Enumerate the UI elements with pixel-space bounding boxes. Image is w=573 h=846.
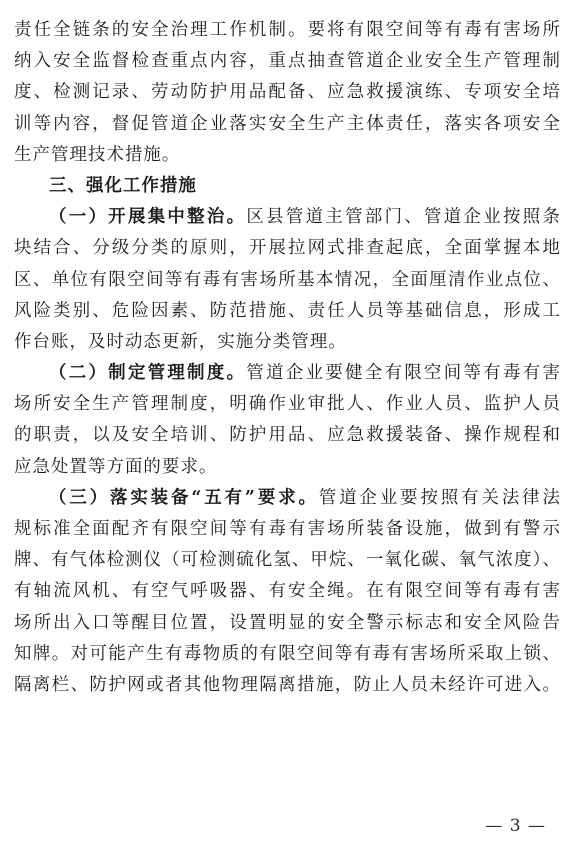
text-line: 隔离栏、防护网或者其他物理隔离措施，防止人员未经许可进入。 xyxy=(14,674,561,695)
item-3-title: （三）落实装备“五有”要求。 xyxy=(49,487,319,508)
text-span: 管道企业要健全有限空间等有毒有害 xyxy=(246,363,561,384)
intro-paragraph xyxy=(14,15,561,171)
text-line: 有轴流风机、有空气呼吸器、有安全绳。在有限空间等有毒有害 xyxy=(14,581,561,602)
item-2-title: （二）制定管理制度。 xyxy=(49,363,247,384)
text-line: 场所安全生产管理制度，明确作业审批人、作业人员、监护人员 xyxy=(14,394,561,415)
text-line: 度、检测记录、劳动防护用品配备、应急救援演练、专项安全培 xyxy=(14,82,561,103)
document-body xyxy=(14,15,561,701)
item-3-paragraph xyxy=(14,483,561,701)
item-first-line xyxy=(14,202,561,233)
text-line: 生产管理技术措施。 xyxy=(14,144,181,165)
text-line: 作台账，及时动态更新，实施分类管理。 xyxy=(14,331,347,352)
item-first-line xyxy=(14,483,561,514)
text-line: 应急处置等方面的要求。 xyxy=(14,456,218,477)
text-line: 的职责，以及安全培训、防护用品、应急救援装备、操作规程和 xyxy=(14,425,561,446)
page-number: — 3 — xyxy=(485,816,546,836)
item-1-title: （一）开展集中整治。 xyxy=(49,207,247,228)
text-line: 规标准全面配齐有限空间等有毒有害场所装备设施，做到有警示 xyxy=(14,519,561,539)
text-span: 区县管道主管部门、管道企业按照条 xyxy=(246,207,561,228)
item-1-paragraph xyxy=(14,202,561,358)
text-line: 场所出入口等醒目位置，设置明显的安全警示标志和安全风险告 xyxy=(14,612,561,633)
item-2-paragraph xyxy=(14,358,561,483)
text-line: 牌、有气体检测仪（可检测硫化氢、甲烷、一氧化碳、氧气浓度）、 xyxy=(14,550,561,571)
text-line: 责任全链条的安全治理工作机制。要将有限空间等有毒有害场所 xyxy=(14,20,561,40)
text-line: 块结合、分级分类的原则，开展拉网式排查起底，全面掌握本地 xyxy=(14,238,561,259)
section-heading: 三、强化工作措施 xyxy=(49,175,197,196)
item-first-line xyxy=(14,358,561,389)
text-line: 知牌。对可能产生有毒物质的有限空间等有毒有害场所采取上锁、 xyxy=(14,643,561,664)
text-line: 区、单位有限空间等有毒有害场所基本情况，全面厘清作业点位、 xyxy=(14,269,561,290)
text-line: 训等内容，督促管道企业落实安全生产主体责任，落实各项安全 xyxy=(14,113,561,134)
text-line: 纳入安全监督检查重点内容，重点抽查管道企业安全生产管理制 xyxy=(14,51,561,72)
text-span: 管道企业要按照有关法律法 xyxy=(318,487,561,508)
text-line: 风险类别、危险因素、防范措施、责任人员等基础信息，形成工 xyxy=(14,300,561,321)
